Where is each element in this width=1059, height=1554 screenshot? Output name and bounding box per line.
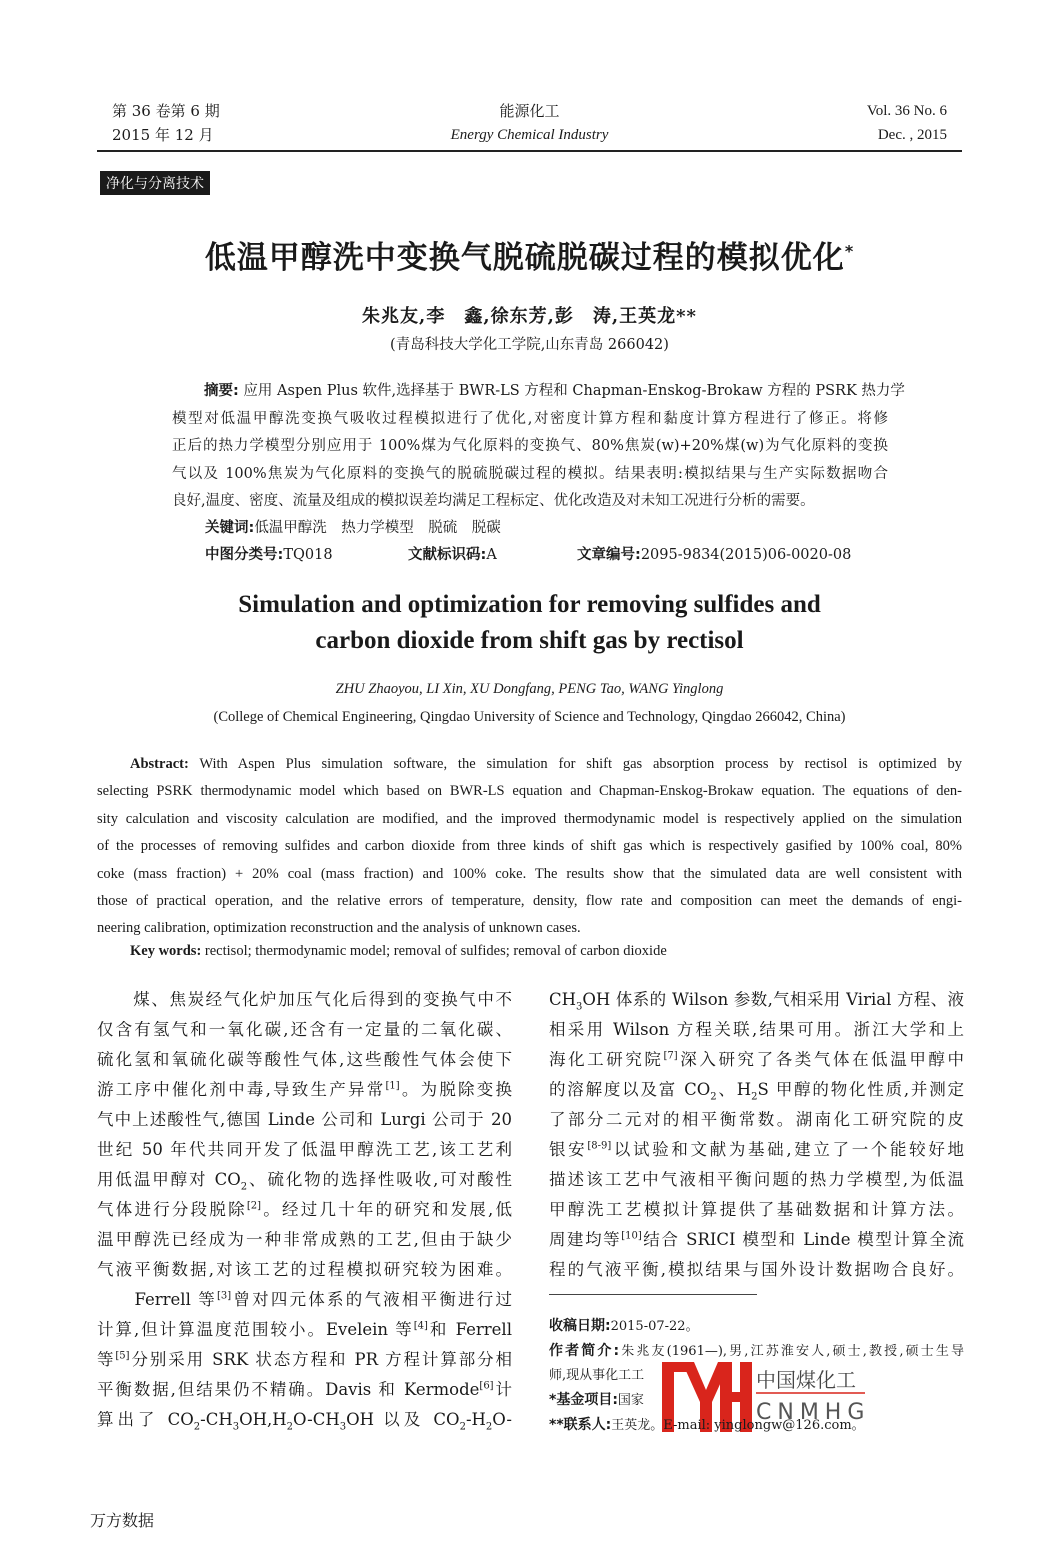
keywords-text: 低温甲醇洗 热力学模型 脱硫 脱碳 bbox=[254, 520, 501, 536]
authors-cn: 朱兆友,李 鑫,徐东芳,彭 涛,王英龙** bbox=[362, 306, 697, 327]
authors-en: ZHU Zhaoyou, LI Xin, XU Dongfang, PENG Tao, WANG Yinglong bbox=[335, 681, 724, 697]
text-line: Abstract: With Aspen Plus simulation software, the simulation for shift gas absorption process by rectisol is optimized by bbox=[130, 756, 962, 772]
article-number bbox=[577, 541, 851, 569]
affiliation-cn: (青岛科技大学化工学院,山东青岛 266042) bbox=[390, 337, 669, 353]
text-line: 的溶解度以及富 $CO_2$、$H_2S$ 甲醇的物化性质,并测定 bbox=[549, 1080, 965, 1103]
fund-label: *基金项目: bbox=[549, 1392, 618, 1408]
text-line: 程的气液平衡,模拟结果与国外设计数据吻合良好。 bbox=[549, 1260, 964, 1279]
text-line: $CH_3OH$ 体系的 Wilson 参数,气相采用 Virial 方程、液 bbox=[549, 990, 964, 1013]
text-line: neering calibration, optimization reconstruction and the analysis of unknown cases. bbox=[97, 920, 581, 937]
text-line: 游工序中催化剂中毒,导致生产异常[1]。为脱除变换 bbox=[97, 1080, 513, 1099]
doc-label: 文献标识码: bbox=[408, 547, 487, 563]
text-line: those of practical operation, and the relative errors of temperature, density, flow rate and composition can meet the demands of engi- bbox=[97, 893, 962, 910]
body-column-right bbox=[549, 985, 964, 1285]
keywords-en-text: rectisol; thermodynamic model; removal of sulfides; removal of carbon dioxide bbox=[204, 943, 667, 959]
text-line: 算出了 $CO_2-CH_3OH,H_2O-CH_3OH$ 以及 $CO_2-H_2O-$ bbox=[97, 1410, 512, 1433]
keywords-en-label: Key words: bbox=[130, 943, 202, 959]
abstract-label: Abstract: bbox=[130, 756, 189, 772]
text-line: 良好,温度、密度、流量及组成的模拟误差均满足工程标定、优化改造及对未知工况进行分析的需要。 bbox=[172, 493, 815, 509]
author-bio bbox=[549, 1339, 964, 1364]
affiliation-en: (College of Chemical Engineering, Qingdao University of Science and Technology, Qingdao 266042, China) bbox=[213, 709, 846, 725]
text-line: 煤、焦炭经气化炉加压气化后得到的变换气中不 bbox=[97, 990, 512, 1009]
text-line: 世纪 50 年代共同开发了低温甲醇洗工艺,该工艺利 bbox=[97, 1140, 512, 1159]
text-line: 相采用 Wilson 方程关联,结果可用。浙江大学和上 bbox=[549, 1020, 964, 1039]
author-bio-text: 师,现从事化工工 bbox=[549, 1368, 645, 1383]
text-line: 等[5]分别采用 SRK 状态方程和 PR 方程计算部分相 bbox=[97, 1350, 513, 1369]
section-tag: 净化与分离技术 bbox=[100, 171, 210, 195]
text-line: 温甲醇洗已经成为一种非常成熟的工艺,但由于缺少 bbox=[97, 1230, 512, 1249]
author-bio-text: 朱兆友(1961—),男,江苏淮安人,硕士,教授,硕士生导 bbox=[619, 1344, 964, 1359]
text-line: coke (mass fraction) + 20% coal (mass fraction) and 100% coke. The results show that the simulated data are well consistent with bbox=[97, 865, 962, 882]
text-line: 正后的热力学模型分别应用于 100%煤为气化原料的变换气、80%焦炭(w)+20%煤(w)为气化原料的变换 bbox=[172, 438, 888, 454]
page-title bbox=[0, 232, 1059, 277]
fund-value: 国家 bbox=[617, 1393, 644, 1408]
text-line: selecting PSRK thermodynamic model which based on BWR-LS equation and Chapman-Enskog-Brokaw equation. The equations of den- bbox=[97, 783, 962, 800]
received-value: 2015-07-22。 bbox=[610, 1319, 699, 1334]
header-rule bbox=[97, 150, 962, 152]
abstract-cn bbox=[172, 378, 905, 516]
text-line: 气液平衡数据,对该工艺的过程模拟研究较为困难。 bbox=[97, 1260, 512, 1279]
text-line: 计算,但计算温度范围较小。Evelein 等[4]和 Ferrell bbox=[97, 1320, 512, 1339]
text-line: 用低温甲醇对 $CO_2$、硫化物的选择性吸收,可对酸性 bbox=[97, 1170, 513, 1193]
issue-info-en bbox=[867, 99, 947, 147]
body-column-left bbox=[97, 985, 512, 1435]
text-line: 模型对低温甲醇洗变换气吸收过程模拟进行了优化,对密度计算方程和黏度计算方程进行了修正。将修 bbox=[172, 410, 888, 427]
title-text: 低温甲醇洗中变换气脱硫脱碳过程的模拟优化 bbox=[204, 240, 845, 276]
volume-cn: 第 36 卷第 6 期 bbox=[112, 102, 220, 120]
received-date bbox=[549, 1314, 964, 1339]
journal-cn: 能源化工 bbox=[499, 102, 560, 120]
text-line: 描述该工艺中气液相平衡问题的热力学模型,为低温 bbox=[549, 1170, 964, 1189]
text-line: 气以及 100%焦炭为气化原料的变换气的脱硫脱碳过程的模拟。结果表明:模拟结果与生产实际数据吻合 bbox=[172, 465, 888, 482]
abstract-en bbox=[97, 751, 962, 943]
abstract-label: 摘要: bbox=[204, 383, 239, 399]
keywords-en bbox=[130, 943, 667, 960]
fund bbox=[549, 1388, 964, 1413]
text-line: 了部分二元对的相平衡常数。湖南化工研究院的皮 bbox=[549, 1110, 964, 1129]
text-line: Ferrell 等[3]曾对四元体系的气液相平衡进行过 bbox=[97, 1290, 512, 1309]
text-line: 气中上述酸性气,德国 Linde 公司和 Lurgi 公司于 20 bbox=[97, 1110, 512, 1129]
article-label: 文章编号: bbox=[577, 547, 641, 563]
date-en: Dec. , 2015 bbox=[877, 127, 947, 143]
received-label: 收稿日期: bbox=[549, 1318, 611, 1334]
title-en-line: Simulation and optimization for removing sulfides and bbox=[238, 591, 821, 618]
author-bio-label: 作者简介: bbox=[549, 1343, 620, 1359]
contact-label: **联系人: bbox=[549, 1417, 612, 1433]
text-line: 甲醇洗工艺模拟计算提供了基础数据和计算方法。 bbox=[549, 1200, 964, 1219]
keywords-label: 关键词: bbox=[205, 520, 255, 536]
title-en bbox=[0, 587, 1059, 659]
document-code bbox=[408, 541, 497, 569]
contact-value: 王英龙。E-mail: yinglongw@126.com。 bbox=[611, 1418, 865, 1433]
watermark-en: CNMHG bbox=[756, 1400, 871, 1425]
title-footnote-mark: * bbox=[844, 241, 855, 261]
contact bbox=[549, 1413, 964, 1438]
text-line: 平衡数据,但结果仍不精确。Davis 和 Kermode[6]计 bbox=[97, 1380, 513, 1399]
clc-number bbox=[205, 541, 333, 569]
journal-en: Energy Chemical Industry bbox=[450, 127, 609, 143]
text-line: 仅含有氢气和一氧化碳,还含有一定量的二氧化碳、 bbox=[97, 1020, 512, 1039]
text-line: of the processes of removing sulfides and carbon dioxide from three kinds of shift gas which is respectively gasified by 100% coal, 80% bbox=[97, 838, 962, 855]
article-value: 2095-9834(2015)06-0020-08 bbox=[640, 547, 852, 563]
text-line: 银安[8-9]以试验和文献为基础,建立了一个能较好地 bbox=[549, 1140, 965, 1159]
clc-label: 中图分类号: bbox=[205, 547, 284, 563]
title-en-line: carbon dioxide from shift gas by rectisol bbox=[315, 627, 744, 654]
keywords-cn bbox=[205, 514, 501, 542]
text-line: sity calculation and viscosity calculation are modified, and the improved thermodynamic model is respectively applied on the simulation bbox=[97, 810, 962, 827]
text-line: 硫化氢和氧硫化碳等酸性气体,这些酸性气体会使下 bbox=[97, 1050, 512, 1069]
text-line: 摘要: 应用 Aspen Plus 软件,选择基于 BWR-LS 方程和 Chapman-Enskog-Brokaw 方程的 PSRK 热力学 bbox=[204, 383, 905, 399]
doc-value: A bbox=[486, 547, 497, 563]
footnote-rule bbox=[549, 1294, 757, 1295]
text-line: 周建均等[10]结合 SRICI 模型和 Linde 模型计算全流 bbox=[549, 1230, 965, 1249]
footnotes bbox=[549, 1314, 964, 1438]
text-line: 海化工研究院[7]深入研究了各类气体在低温甲醇中 bbox=[549, 1050, 965, 1069]
clc-value: TQ018 bbox=[283, 547, 333, 563]
date-cn: 2015 年 12 月 bbox=[112, 126, 214, 144]
watermark-cn: 中国煤化工 bbox=[756, 1368, 856, 1392]
source-footer: 万方数据 bbox=[90, 1511, 155, 1530]
text-line: 气体进行分段脱除[2]。经过几十年的研究和发展,低 bbox=[97, 1200, 513, 1219]
volume-en: Vol. 36 No. 6 bbox=[866, 103, 947, 119]
